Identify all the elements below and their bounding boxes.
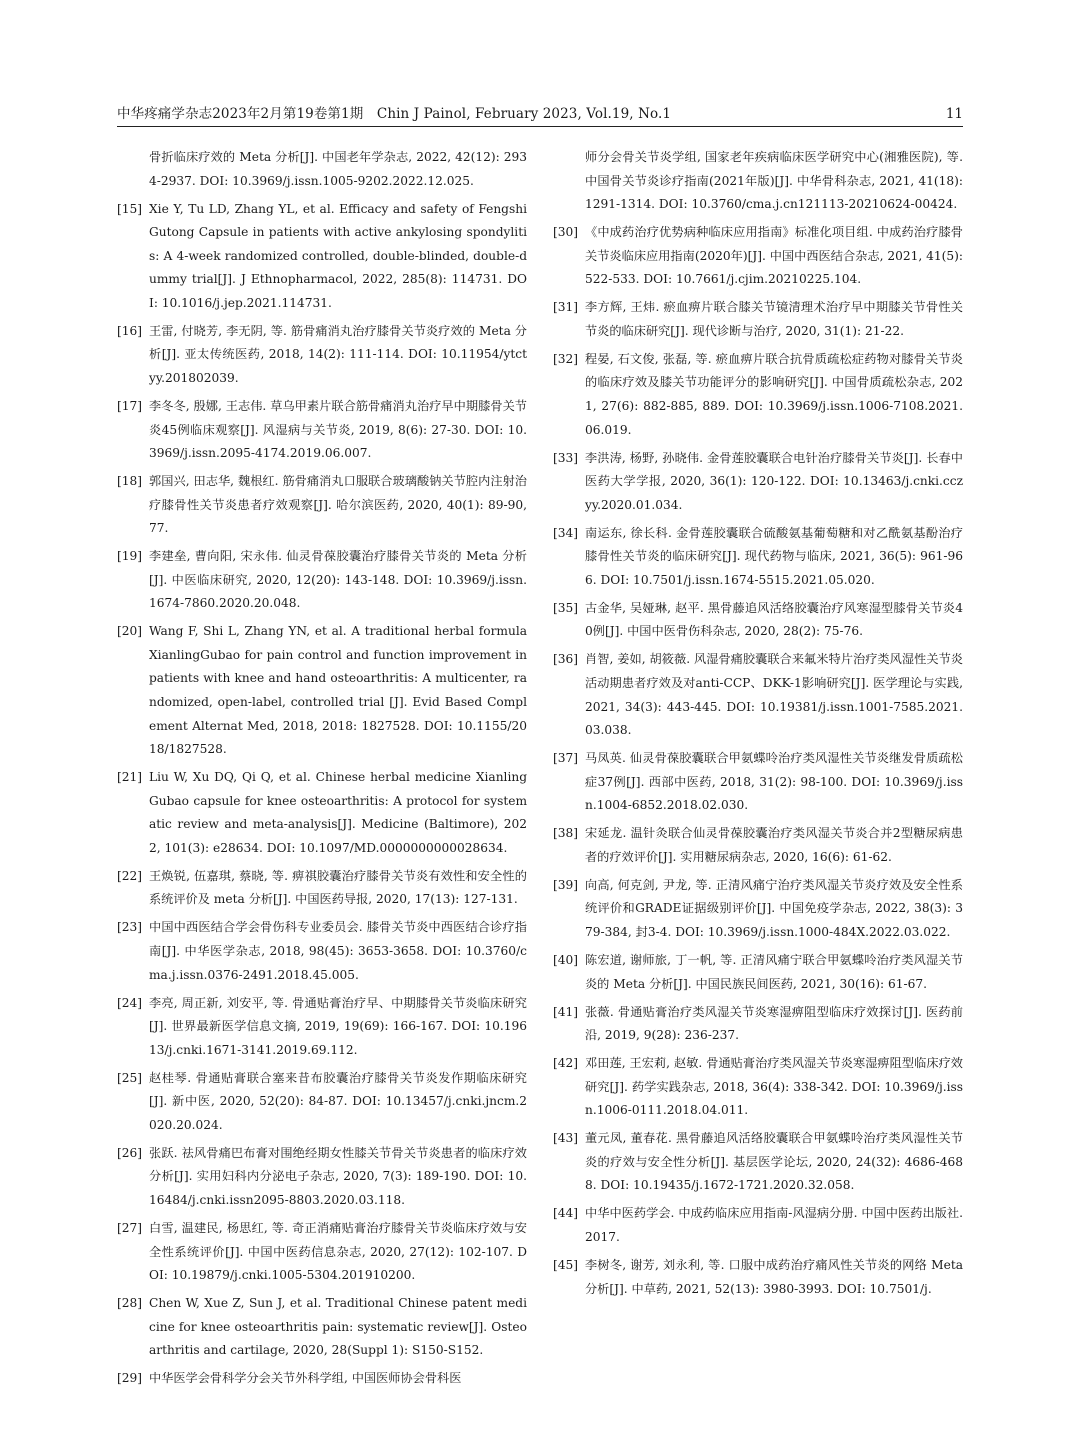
reference-entry <box>553 747 963 818</box>
reference-entry <box>117 1067 527 1138</box>
reference-number: [30] <box>553 225 579 240</box>
reference-number: [28] <box>117 1296 143 1311</box>
reference-entry <box>553 874 963 945</box>
reference-text: 陈宏道, 谢师旅, 丁一帆, 等. 正清风痛宁联合甲氨蝶呤治疗类风湿关节炎的 Meta 分析[J]. 中国民族民间医药, 2021, 30(16): 61-67. <box>585 953 963 991</box>
reference-entry <box>117 320 527 391</box>
reference-number: [44] <box>553 1206 579 1221</box>
reference-entry <box>553 447 963 518</box>
left-reference-column <box>117 146 527 1395</box>
reference-entry <box>117 620 527 761</box>
reference-entry <box>117 395 527 466</box>
reference-number: [25] <box>117 1070 143 1085</box>
reference-entry <box>117 766 527 860</box>
reference-text: 李树冬, 谢芳, 刘永利, 等. 口服中成药治疗痛风性关节炎的网络 Meta 分析[J]. 中草药, 2021, 52(13): 3980-3993. DOI: 10.7501/j. <box>585 1258 963 1296</box>
reference-number: [41] <box>553 1004 579 1019</box>
reference-number: [22] <box>117 868 143 883</box>
reference-number: [36] <box>553 652 579 667</box>
reference-text: 《中成药治疗优势病种临床应用指南》标准化项目组. 中成药治疗膝骨关节炎临床应用指南(2020年)[J]. 中国中西医结合杂志, 2021, 41(5): 522-533. DOI: 10.7661/j.cjim.20210225.104. <box>585 225 963 287</box>
reference-number: [34] <box>553 525 579 540</box>
reference-text: 骨折临床疗效的 Meta 分析[J]. 中国老年学杂志, 2022, 42(12): 2934-2937. DOI: 10.3969/j.issn.1005-9202.2022.12.025. <box>149 150 527 188</box>
running-header <box>117 104 963 127</box>
reference-entry <box>553 221 963 292</box>
reference-text: 李方辉, 王炜. 瘀血痹片联合膝关节镜清理术治疗早中期膝关节骨性关节炎的临床研究[J]. 现代诊断与治疗, 2020, 31(1): 21-22. <box>585 300 963 338</box>
reference-number: [26] <box>117 1145 143 1160</box>
reference-number: [16] <box>117 323 143 338</box>
reference-text: Wang F, Shi L, Zhang YN, et al. A traditional herbal formula XianlingGubao for pain control and function improvement in patients with knee and hand osteoarthritis: A multicenter, randomized, open-label, controlled trial [J]. Evid Based Complement Alternat Med, 2018, 2018: 1827528. DOI: 10.1155/2018/1827528. <box>149 624 527 757</box>
reference-entry <box>553 822 963 869</box>
reference-number: [40] <box>553 953 579 967</box>
reference-text: 南运东, 徐长科. 金骨莲胶囊联合硫酸氨基葡萄糖和对乙酰氨基酚治疗膝骨性关节炎的临床研究[J]. 现代药物与临床, 2021, 36(5): 961-966. DOI: 10.7501/j.issn.1674-5515.2021.05.020. <box>585 525 963 587</box>
reference-text: 师分会骨关节炎学组, 国家老年疾病临床医学研究中心(湘雅医院), 等. 中国骨关节炎诊疗指南(2021年版)[J]. 中华骨科杂志, 2021, 41(18): 1291-1314. DOI: 10.3760/cma.j.cn121113-20210624-00424. <box>585 150 963 212</box>
right-reference-column <box>553 146 963 1306</box>
reference-entry <box>117 916 527 987</box>
reference-entry <box>553 146 963 217</box>
reference-text: 李洪涛, 杨野, 孙晓伟. 金骨莲胶囊联合电针治疗膝骨关节炎[J]. 长春中医药大学学报, 2020, 36(1): 120-122. DOI: 10.13463/j.cnki.cczyy.2020.01.034. <box>585 450 963 512</box>
reference-entry <box>553 296 963 343</box>
reference-entry <box>553 648 963 742</box>
reference-text: 中华医学会骨科学分会关节外科学组, 中国医师协会骨科医 <box>149 1371 462 1386</box>
reference-number: [27] <box>117 1221 143 1236</box>
reference-text: 邓田莲, 王宏莉, 赵敏. 骨通贴膏治疗类风湿关节炎寒湿痹阻型临床疗效研究[J]. 药学实践杂志, 2018, 36(4): 338-342. DOI: 10.3969/j.issn.1006-0111.2018.04.011. <box>585 1056 963 1118</box>
reference-entry <box>117 992 527 1063</box>
reference-text: 中国中西医结合学会骨伤科专业委员会. 膝骨关节炎中西医结合诊疗指南[J]. 中华医学杂志, 2018, 98(45): 3653-3658. DOI: 10.3760/cma.j.issn.0376-2491.2018.45.005. <box>149 920 527 982</box>
reference-number: [19] <box>117 549 143 564</box>
reference-entry <box>117 198 527 316</box>
reference-text: 董元凤, 董春花. 黑骨藤追风活络胶囊联合甲氨蝶呤治疗类风湿性关节炎的疗效与安全性分析[J]. 基层医学论坛, 2020, 24(32): 4686-4688. DOI: 10.19435/j.1672-1721.2020.32.058. <box>585 1131 963 1193</box>
reference-entry <box>553 949 963 996</box>
reference-entry <box>553 348 963 442</box>
reference-entry <box>553 1001 963 1048</box>
reference-entry <box>553 1052 963 1123</box>
reference-number: [21] <box>117 770 143 785</box>
reference-text: 宋延龙. 温针灸联合仙灵骨葆胶囊治疗类风湿关节炎合并2型糖尿病患者的疗效评价[J]. 实用糖尿病杂志, 2020, 16(6): 61-62. <box>585 826 963 864</box>
reference-entry <box>117 146 527 193</box>
reference-entry <box>117 1142 527 1213</box>
reference-text: Liu W, Xu DQ, Qi Q, et al. Chinese herbal medicine Xianling Gubao capsule for knee osteoarthritis: A protocol for systematic review and meta-analysis[J]. Medicine (Baltimore), 2022, 101(3): e28634. DOI: 10.1097/MD.0000000000028634. <box>149 770 527 855</box>
reference-text: 李建垒, 曹向阳, 宋永伟. 仙灵骨葆胶囊治疗膝骨关节炎的 Meta 分析[J]. 中医临床研究, 2020, 12(20): 143-148. DOI: 10.3969/j.issn.1674-7860.2020.20.048. <box>149 549 527 611</box>
reference-entry <box>553 522 963 593</box>
reference-text: 李冬冬, 殷娜, 王志伟. 草乌甲素片联合筋骨痛消丸治疗早中期膝骨关节炎45例临床观察[J]. 风湿病与关节炎, 2019, 8(6): 27-30. DOI: 10.3969/j.issn.2095-4174.2019.06.007. <box>149 398 527 461</box>
journal-line: 中华疼痛学杂志2023年2月第19卷第1期 Chin J Painol, February 2023, Vol.19, No.1 <box>117 106 672 122</box>
reference-number: [38] <box>553 826 579 841</box>
reference-entry <box>553 1202 963 1249</box>
reference-number: [42] <box>553 1056 579 1071</box>
reference-number: [29] <box>117 1371 143 1386</box>
reference-text: 向高, 何克剑, 尹龙, 等. 正清风痛宁治疗类风湿关节炎疗效及安全性系统评价和GRADE证据级别评价[J]. 中国免疫学杂志, 2022, 38(3): 379-384, 封3-4. DOI: 10.3969/j.issn.1000-484X.2022.03.022. <box>585 877 963 939</box>
reference-text: 程晏, 石文俊, 张磊, 等. 瘀血痹片联合抗骨质疏松症药物对膝骨关节炎的临床疗效及膝关节功能评分的影响研究[J]. 中国骨质疏松杂志, 2021, 27(6): 882-885, 889. DOI: 10.3969/j.issn.1006-7108.2021.06.019. <box>585 351 963 437</box>
reference-entry <box>117 470 527 541</box>
reference-entry <box>553 1254 963 1301</box>
reference-entry <box>117 1217 527 1288</box>
reference-number: [32] <box>553 351 579 366</box>
reference-text: 王焕锐, 伍嘉琪, 蔡晓, 等. 痹祺胶囊治疗膝骨关节炎有效性和安全性的系统评价及 meta 分析[J]. 中国医药导报, 2020, 17(13): 127-131. <box>149 868 527 907</box>
reference-number: [43] <box>553 1131 579 1146</box>
reference-text: 肖智, 姜如, 胡筱薇. 风湿骨痛胶囊联合来氟米特片治疗类风湿性关节炎活动期患者疗效及对anti-CCP、DKK-1影响研究[J]. 医学理论与实践, 2021, 34(3): 443-445. DOI: 10.19381/j.issn.1001-7585.2021.03.038. <box>585 652 963 738</box>
reference-text: 郭国兴, 田志华, 魏根红. 筋骨痛消丸口服联合玻璃酸钠关节腔内注射治疗膝骨性关节炎患者疗效观察[J]. 哈尔滨医药, 2020, 40(1): 89-90, 77. <box>149 474 527 536</box>
reference-entry <box>553 1127 963 1198</box>
reference-entry <box>553 597 963 644</box>
reference-number: [23] <box>117 920 143 935</box>
reference-text: 中华中医药学会. 中成药临床应用指南-风湿病分册. 中国中医药出版社. 2017. <box>585 1206 963 1245</box>
reference-number: [45] <box>553 1258 579 1273</box>
reference-number: [20] <box>117 624 143 639</box>
reference-text: 李亮, 周正新, 刘安平, 等. 骨通贴膏治疗早、中期膝骨关节炎临床研究[J]. 世界最新医学信息文摘, 2019, 19(69): 166-167. DOI: 10.19613/j.cnki.1671-3141.2019.69.112. <box>149 995 527 1057</box>
reference-text: 王雷, 付晓芳, 李无阴, 等. 筋骨痛消丸治疗膝骨关节炎疗效的 Meta 分析[J]. 亚太传统医药, 2018, 14(2): 111-114. DOI: 10.11954/ytctyy.201802039. <box>149 323 527 385</box>
reference-entry <box>117 1292 527 1363</box>
reference-number: [37] <box>553 751 579 766</box>
reference-entry <box>117 545 527 616</box>
reference-text: 张跃. 祛风骨痛巴布膏对围绝经期女性膝关节骨关节炎患者的临床疗效分析[J]. 实用妇科内分泌电子杂志, 2020, 7(3): 189-190. DOI: 10.16484/j.cnki.issn2095-8803.2020.03.118. <box>149 1145 527 1207</box>
reference-text: 马凤英. 仙灵骨葆胶囊联合甲氨蝶呤治疗类风湿性关节炎继发骨质疏松症37例[J]. 西部中医药, 2018, 31(2): 98-100. DOI: 10.3969/j.issn.1004-6852.2018.02.030. <box>585 751 963 813</box>
reference-number: [31] <box>553 300 579 315</box>
reference-text: Xie Y, Tu LD, Zhang YL, et al. Efficacy and safety of Fengshi Gutong Capsule in patients with active ankylosing spondylitis: A 4-week randomized controlled, double-blinded, double-dummy trial[J]. J Ethnopharmacol, 2022, 285(8): 114731. DOI: 10.1016/j.jep.2021.114731. <box>149 201 527 310</box>
reference-text: 白雪, 温建民, 杨思红, 等. 奇正消痛贴膏治疗膝骨关节炎临床疗效与安全性系统评价[J]. 中国中医药信息杂志, 2020, 27(12): 102-107. DOI: 10.19879/j.cnki.1005-5304.201910200. <box>149 1221 527 1283</box>
reference-number: [39] <box>553 877 579 892</box>
reference-number: [35] <box>553 600 579 615</box>
reference-number: [17] <box>117 398 143 413</box>
reference-number: [33] <box>553 450 579 465</box>
reference-text: Chen W, Xue Z, Sun J, et al. Traditional Chinese patent medicine for knee osteoarthritis pain: systematic review[J]. Osteoarthritis and cartilage, 2020, 28(Suppl 1): S150-S152. <box>149 1296 527 1358</box>
reference-text: 赵桂琴. 骨通贴膏联合塞来昔布胶囊治疗膝骨关节炎发作期临床研究[J]. 新中医, 2020, 52(20): 84-87. DOI: 10.13457/j.cnki.jncm.2020.20.024. <box>149 1070 527 1132</box>
reference-text: 张薇. 骨通贴膏治疗类风湿关节炎寒湿痹阻型临床疗效探讨[J]. 医药前沿, 2019, 9(28): 236-237. <box>585 1004 963 1043</box>
reference-number: [24] <box>117 995 143 1010</box>
page-number: 11 <box>945 106 963 122</box>
reference-number: [15] <box>117 201 143 216</box>
reference-entry <box>117 865 527 912</box>
reference-entry <box>117 1367 527 1391</box>
reference-number: [18] <box>117 474 143 489</box>
reference-text: 古金华, 吴娅琳, 赵平. 黑骨藤追风活络胶囊治疗风寒湿型膝骨关节炎40例[J]. 中国中医骨伤科杂志, 2020, 28(2): 75-76. <box>585 600 963 639</box>
